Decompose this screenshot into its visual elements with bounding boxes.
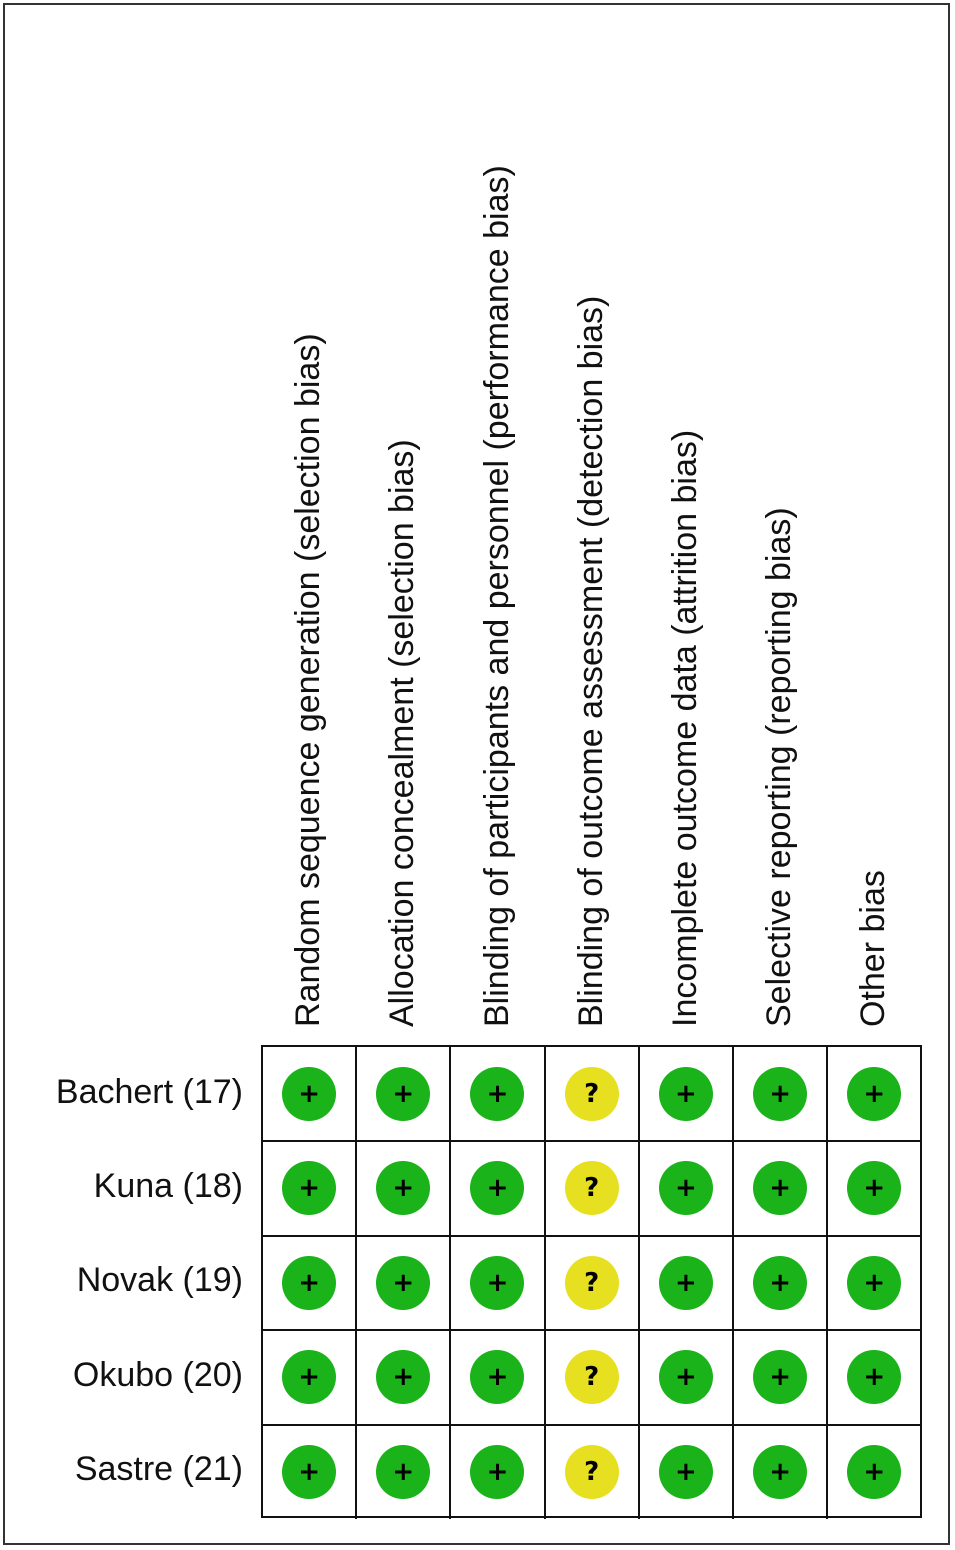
judgement-cell	[546, 1425, 640, 1519]
judgement-cell	[451, 1047, 545, 1141]
domain-label-text: Blinding of outcome assessment (detection bias)	[571, 295, 610, 1027]
study-label: Kuna (18)	[93, 1166, 243, 1205]
low-risk-icon: +	[847, 1445, 901, 1499]
study-label: Novak (19)	[76, 1261, 243, 1300]
low-risk-icon: +	[659, 1256, 713, 1310]
low-risk-icon: +	[282, 1067, 336, 1121]
judgement-cell	[451, 1330, 545, 1424]
low-risk-icon: +	[376, 1067, 430, 1121]
low-risk-icon: +	[470, 1256, 524, 1310]
judgement-cell	[734, 1425, 828, 1519]
judgement-cell	[640, 1330, 734, 1424]
judgement-cell	[546, 1236, 640, 1330]
low-risk-icon: +	[847, 1067, 901, 1121]
domain-label-text: Blinding of participants and personnel (performance bias)	[477, 165, 516, 1027]
unclear-risk-icon: ?	[565, 1256, 619, 1310]
judgement-cell	[357, 1141, 451, 1235]
judgement-cell	[828, 1236, 920, 1330]
judgement-cell	[357, 1330, 451, 1424]
judgement-cell	[734, 1330, 828, 1424]
judgement-cell	[734, 1047, 828, 1141]
domain-label-text: Other bias	[854, 870, 893, 1027]
judgement-cell	[357, 1047, 451, 1141]
low-risk-icon: +	[470, 1161, 524, 1215]
judgement-cell	[734, 1141, 828, 1235]
low-risk-icon: +	[753, 1067, 807, 1121]
judgement-cell	[451, 1425, 545, 1519]
domain-label-text: Incomplete outcome data (attrition bias)	[665, 429, 704, 1027]
low-risk-icon: +	[659, 1445, 713, 1499]
judgement-cell	[828, 1330, 920, 1424]
judgement-cell	[263, 1047, 357, 1141]
low-risk-icon: +	[376, 1445, 430, 1499]
judgement-cell	[451, 1141, 545, 1235]
low-risk-icon: +	[753, 1445, 807, 1499]
risk-of-bias-grid	[261, 1045, 922, 1518]
judgement-cell	[828, 1047, 920, 1141]
judgement-cell	[263, 1330, 357, 1424]
judgement-cell	[734, 1236, 828, 1330]
low-risk-icon: +	[282, 1445, 336, 1499]
low-risk-icon: +	[376, 1350, 430, 1404]
judgement-cell	[640, 1425, 734, 1519]
judgement-cell	[451, 1236, 545, 1330]
low-risk-icon: +	[847, 1161, 901, 1215]
low-risk-icon: +	[659, 1350, 713, 1404]
low-risk-icon: +	[753, 1350, 807, 1404]
low-risk-icon: +	[753, 1256, 807, 1310]
study-label: Okubo (20)	[72, 1355, 243, 1394]
low-risk-icon: +	[282, 1161, 336, 1215]
low-risk-icon: +	[470, 1067, 524, 1121]
judgement-cell	[357, 1236, 451, 1330]
low-risk-icon: +	[659, 1161, 713, 1215]
study-label: Sastre (21)	[74, 1450, 243, 1489]
unclear-risk-icon: ?	[565, 1445, 619, 1499]
judgement-cell	[828, 1425, 920, 1519]
low-risk-icon: +	[376, 1256, 430, 1310]
judgement-cell	[357, 1425, 451, 1519]
judgement-cell	[546, 1330, 640, 1424]
study-label: Bachert (17)	[55, 1072, 243, 1111]
low-risk-icon: +	[376, 1161, 430, 1215]
low-risk-icon: +	[659, 1067, 713, 1121]
judgement-cell	[640, 1141, 734, 1235]
low-risk-icon: +	[470, 1350, 524, 1404]
unclear-risk-icon: ?	[565, 1067, 619, 1121]
domain-label-text: Random sequence generation (selection bias)	[289, 333, 328, 1027]
judgement-cell	[640, 1047, 734, 1141]
domain-label-text: Selective reporting (reporting bias)	[760, 507, 799, 1027]
judgement-cell	[640, 1236, 734, 1330]
judgement-cell	[546, 1141, 640, 1235]
judgement-cell	[263, 1425, 357, 1519]
low-risk-icon: +	[282, 1350, 336, 1404]
low-risk-icon: +	[282, 1256, 336, 1310]
unclear-risk-icon: ?	[565, 1161, 619, 1215]
unclear-risk-icon: ?	[565, 1350, 619, 1404]
low-risk-icon: +	[847, 1256, 901, 1310]
domain-label-text: Allocation concealment (selection bias)	[383, 439, 422, 1027]
low-risk-icon: +	[470, 1445, 524, 1499]
judgement-cell	[263, 1141, 357, 1235]
low-risk-icon: +	[753, 1161, 807, 1215]
low-risk-icon: +	[847, 1350, 901, 1404]
judgement-cell	[546, 1047, 640, 1141]
judgement-cell	[828, 1141, 920, 1235]
judgement-cell	[263, 1236, 357, 1330]
